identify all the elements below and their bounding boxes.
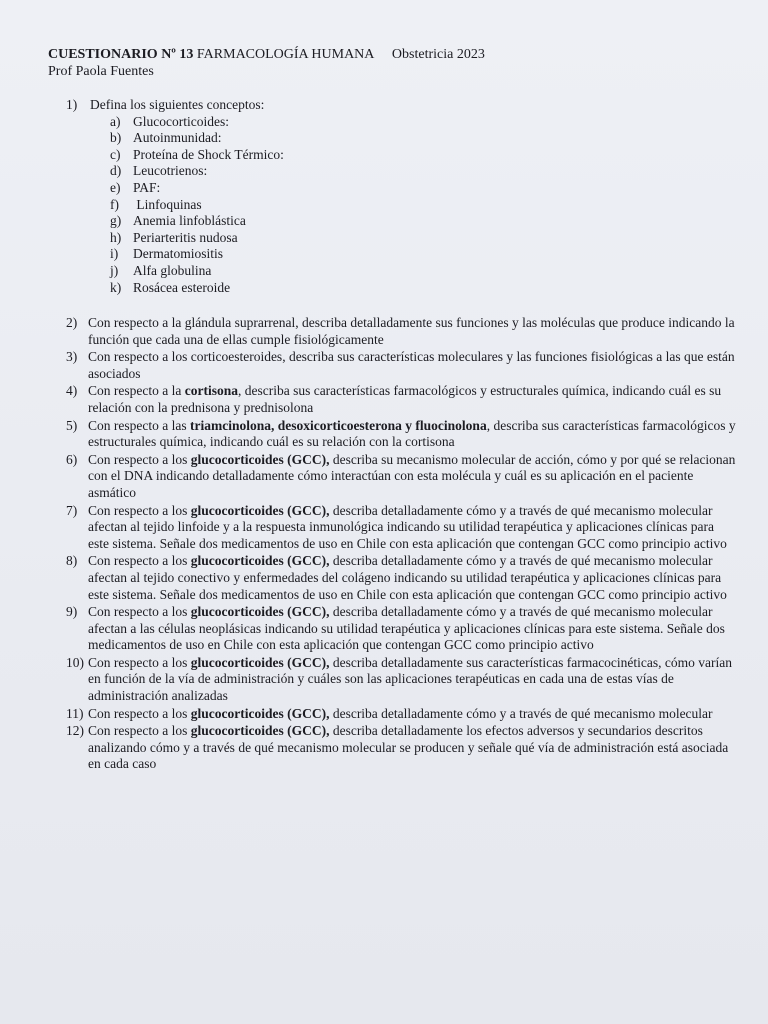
question-text [88,604,738,654]
concept-text: Glucocorticoides: [133,113,229,129]
concept-item [110,280,284,297]
question-text-lead: Con respecto a las [88,417,190,433]
question-item [66,553,738,603]
concept-text: Autoinmunidad: [133,130,222,146]
concept-letter: d) [110,163,122,179]
question-keyword: triamcinolona, desoxicorticoesterona y fluocinolona [189,417,487,433]
question-keyword: glucocorticoides (GCC), [190,723,330,739]
question-text [88,349,738,382]
concept-letter: h) [110,229,122,245]
concept-letter: i) [110,246,119,262]
question-number: 8) [66,553,78,569]
concept-text: PAF: [133,179,161,195]
question-item [66,452,738,502]
concept-item [110,213,284,230]
concept-letter: k) [110,279,122,295]
question-number: 6) [66,451,78,467]
question-text [88,655,738,705]
question-text-rest: , describa sus características farmacológicos y estructurales química, indicando cuál es su relación con la prednisona y prednisolona [88,383,722,415]
question-item [66,706,738,723]
question-text [88,315,738,348]
concept-text: Rosácea esteroide [133,279,231,295]
question-text-rest: describa detalladamente sus características farmacocinéticas, cómo varían en función de la vía de administración y cuáles son las aplicaciones terapéuticas en cada una de estas vías de administración analizadas [88,654,733,704]
question-1 [66,97,284,296]
question-number: 11) [66,705,84,721]
document-header [48,46,485,80]
concept-letter: c) [110,146,121,162]
professor-name: Prof Paola Fuentes [48,64,154,79]
concept-item [110,197,284,214]
question-text [88,706,738,723]
question-item [66,723,738,773]
concept-text: Leucotrienos: [133,163,208,179]
concept-letter: j) [110,262,119,278]
question-number: 1) [66,97,78,112]
question-text-rest: describa su mecanismo molecular de acción, cómo y por qué se relacionan con el DNA indicando detalladamente cómo interactúan con esta molécula y cuál es su aplicación en el paciente asmático [88,451,736,500]
title-line [48,46,485,63]
question-item [66,315,738,348]
questionnaire-number: CUESTIONARIO Nº 13 [48,47,194,62]
concept-item [110,130,284,147]
question-text-lead: Con respecto a los [88,705,191,721]
question-text-rest: describa detalladamente cómo y a través de qué mecanismo molecular [329,705,713,721]
question-text [88,452,738,502]
concept-item [110,230,284,247]
concept-text: Dermatomiositis [133,246,223,262]
question-text-lead: Con respecto a los [88,553,191,569]
question-keyword: glucocorticoides (GCC), [190,705,330,721]
concept-item [110,163,284,180]
concept-letter: e) [110,179,121,195]
question-item [66,655,738,705]
question-keyword: glucocorticoides (GCC), [190,654,330,670]
question-item [66,349,738,382]
question-text-lead: Con respecto a los [88,451,191,467]
question-item [66,604,738,654]
question-text-lead: Con respecto a los [88,502,191,518]
concept-item [110,180,284,197]
question-text-rest: describa detalladamente los efectos adversos y secundarios descritos analizando cómo y a través de qué mecanismo molecular se producen y señale qué vía de administración está asociada en cada caso [88,723,729,772]
concept-text: Proteína de Shock Térmico: [133,146,284,162]
question-keyword: cortisona [184,383,238,399]
question-text [88,418,738,451]
concept-text: Periarteritis nudosa [133,229,238,245]
question-1-stem [66,97,284,114]
concept-text: Linfoquinas [133,196,202,212]
question-text-rest: describa detalladamente cómo y a través de qué mecanismo molecular afectan al tejido conectivo y enfermedades del colágeno indicando su utilidad terapéutica y aplicaciones clínicas para este sistema. Señale dos medicamentos de uso en Chile con esta aplicación que contengan GCC como principio activo [88,553,727,602]
question-text-lead: Con respecto a los corticoesteroides, describa sus características moleculares y las funciones fisiológicas a las que están asociados [88,349,735,381]
program-year: Obstetricia 2023 [391,47,485,62]
question-number: 3) [66,349,78,365]
question-text [88,503,738,553]
concept-item [110,114,284,131]
concept-letter: g) [110,213,122,229]
concept-item [110,147,284,164]
question-keyword: glucocorticoides (GCC), [190,604,330,620]
question-number: 4) [66,383,78,399]
question-number: 2) [66,315,78,330]
question-text-rest: describa detalladamente cómo y a través de qué mecanismo molecular afectan a las células neoplásicas indicando su utilidad terapéutica y aplicaciones clínicas para este sistema. Señale dos medicamentos de uso en Chile con esta aplicación que contengan GCC como principio activo [88,604,725,653]
question-number: 9) [66,604,78,620]
question-text [88,553,738,603]
question-keyword: glucocorticoides (GCC), [190,451,330,467]
question-text-lead: Con respecto a los [88,604,191,620]
question-text: Defina los siguientes conceptos: [90,97,265,112]
question-text-lead: Con respecto a la glándula suprarrenal, describa detalladamente sus funciones y las moléculas que produce indicando la función que cada una de ellas cumple fisiológicamente [88,315,735,347]
concept-letter: a) [110,113,121,129]
question-text-lead: Con respecto a los [88,723,191,739]
concept-letter: b) [110,130,122,146]
question-number: 5) [66,417,78,433]
question-list [66,315,738,774]
question-text-rest: , describa sus características farmacológicos y estructurales química, indicando cuál es su relación con la cortisona [88,417,736,450]
question-keyword: glucocorticoides (GCC), [190,502,330,518]
question-keyword: glucocorticoides (GCC), [190,553,330,569]
question-item [66,418,738,451]
concept-item [110,263,284,280]
question-number: 10) [66,654,84,670]
concept-list [66,114,284,297]
course-title: FARMACOLOGÍA HUMANA [196,47,375,62]
question-number: 12) [66,723,84,739]
concept-text: Alfa globulina [133,262,212,278]
question-text-rest: describa detalladamente cómo y a través de qué mecanismo molecular afectan al tejido linfoide y a la respuesta inmunológica indicando su utilidad terapéutica y aplicaciones clínicas para este sistema. Señale dos medicamentos de uso en Chile con esta aplicación que contengan GCC como principio activo [88,502,727,551]
concept-item [110,246,284,263]
question-text [88,723,738,773]
concept-letter: f) [110,196,119,212]
question-text-lead: Con respecto a la [88,383,185,399]
question-item [66,503,738,553]
question-number: 7) [66,502,78,518]
question-text-lead: Con respecto a los [88,654,191,670]
question-text [88,383,738,416]
concept-text: Anemia linfoblástica [133,213,246,229]
question-item [66,383,738,416]
